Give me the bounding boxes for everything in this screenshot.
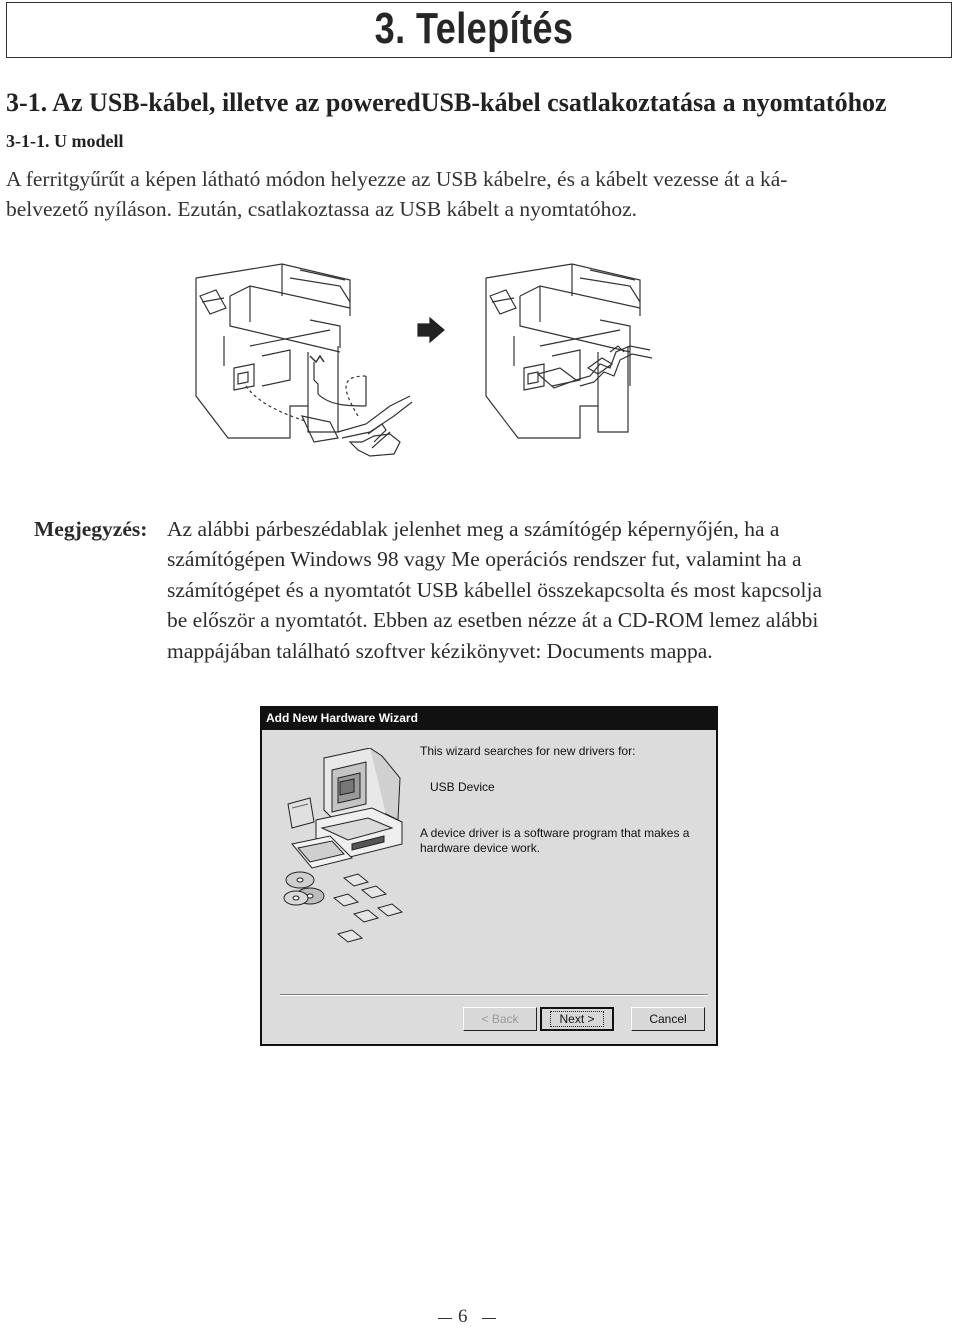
page-number-dash-left xyxy=(438,1318,452,1319)
wizard-separator xyxy=(280,994,708,996)
note-line: számítógépet és a nyomtatót USB kábellel összekapcsolta és most kapcsolja xyxy=(167,577,822,602)
printer-cable-illustration xyxy=(190,256,670,482)
printer-left xyxy=(196,264,412,456)
note-line: Az alábbi párbeszédablak jelenhet meg a számítógép képernyőjén, ha a xyxy=(167,517,780,541)
arrow-right-icon xyxy=(418,318,444,342)
back-button[interactable]: < Back xyxy=(463,1007,537,1031)
wizard-description-line: A device driver is a software program that makes a xyxy=(420,826,690,840)
add-new-hardware-wizard-dialog xyxy=(260,706,718,1046)
note-text xyxy=(167,514,960,666)
wizard-search-text: This wizard searches for new drivers for: xyxy=(420,744,636,758)
printer-right xyxy=(486,264,652,438)
body-line: A ferritgyűrűt a képen látható módon helyezze az USB kábelre, és a kábelt vezesse át a ká- xyxy=(6,167,788,191)
page-number-dash-right xyxy=(482,1318,496,1319)
note-label: Megjegyzés: xyxy=(34,517,148,541)
wizard-title: Add New Hardware Wizard xyxy=(266,711,418,725)
note-line: be először a nyomtatót. Ebben az esetben nézze át a CD-ROM lemez alábbi xyxy=(167,608,819,633)
section-heading: 3-1. Az USB-kábel, illetve az poweredUSB-kábel csatlakoztatása a nyomtatóhoz xyxy=(6,88,887,117)
wizard-device-name: USB Device xyxy=(430,780,495,794)
next-button[interactable] xyxy=(540,1007,614,1031)
sub-heading: 3-1-1. U modell xyxy=(6,131,124,151)
body-line: belvezető nyíláson. Ezután, csatlakoztassa az USB kábelt a nyomtatóhoz. xyxy=(6,197,638,221)
wizard-description-line: hardware device work. xyxy=(420,841,541,855)
wizard-titlebar xyxy=(262,708,716,730)
body-paragraph xyxy=(6,164,936,224)
note-line: mappájában található szoftver kézikönyvet: Documents mappa. xyxy=(167,638,713,663)
cancel-button[interactable]: Cancel xyxy=(631,1007,705,1031)
chapter-title: 3. Telepítés xyxy=(374,4,573,53)
next-button-label: Next > xyxy=(550,1011,603,1027)
computer-and-disks-icon xyxy=(282,748,432,963)
note-line: számítógépen Windows 98 vagy Me operációs rendszer fut, valamint ha a xyxy=(167,547,802,572)
chapter-header-box xyxy=(6,2,952,58)
page-number: 6 xyxy=(458,1306,468,1327)
